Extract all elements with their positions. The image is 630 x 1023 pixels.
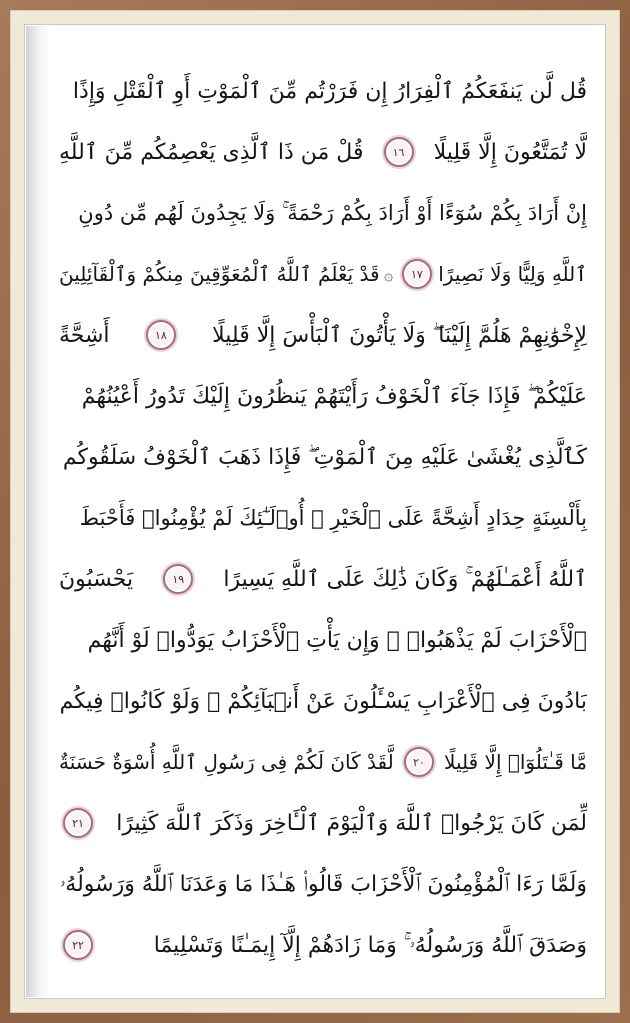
line-text: إِنْ أَرَادَ بِكُمْ سُوٓءًا أَوْ أَرَادَ بِكُمْ رَحْمَةً ۚ وَلَا يَجِدُونَ لَهُم مِّن دُونِ xyxy=(78,200,587,225)
text-line xyxy=(59,63,587,119)
line-text: عَلَيْكُمْ ۖ فَإِذَا جَآءَ ٱلْخَوْفُ رَأَيْتَهُمْ يَنظُرُونَ إِلَيْكَ تَدُورُ أَعْيُنُهُمْ xyxy=(81,383,587,409)
ayah-number-marker: ١٦ xyxy=(384,137,414,167)
line-text: قُل لَّن يَنفَعَكُمُ ٱلْفِرَارُ إِن فَرَرْتُم مِّنَ ٱلْمَوْتِ أَوِ ٱلْقَتْلِ وَإِذًا xyxy=(72,78,587,104)
line-text: وَلَمَّا رَءَا ٱلْمُؤْمِنُونَ ٱلْأَحْزَابَ قَالُوا۟ هَـٰذَا مَا وَعَدَنَا ٱللَّهُ وَرَسُولُهُۥ xyxy=(59,871,587,897)
line-text: كَٱلَّذِى يُغْشَىٰ عَلَيْهِ مِنَ ٱلْمَوْتِ ۖ فَإِذَا ذَهَبَ ٱلْخَوْفُ سَلَقُوكُم xyxy=(62,444,587,470)
text-line xyxy=(59,734,587,790)
line-text: قَدْ يَعْلَمُ ٱللَّهُ ٱلْمُعَوِّقِينَ مِنكُمْ وَٱلْقَآئِلِينَ xyxy=(59,262,380,286)
ayah-number-marker: ١٧ xyxy=(402,259,432,289)
quran-text-block xyxy=(59,63,587,978)
text-line xyxy=(59,490,587,546)
ayah-number-marker: ١٩ xyxy=(163,564,193,594)
text-line xyxy=(59,673,587,729)
line-text: وَصَدَقَ ٱللَّهُ وَرَسُولُهُۥ ۚ وَمَا زَادَهُمْ إِلَّآ إِيمَـٰنًا وَتَسْلِيمًا xyxy=(153,932,587,958)
text-line xyxy=(59,551,587,607)
line-text: ٱللَّهُ أَعْمَـٰلَهُمْ ۚ وَكَانَ ذَٰلِكَ عَلَى ٱللَّهِ يَسِيرًا xyxy=(223,566,587,592)
line-text: لَّا تُمَتَّعُونَ إِلَّا قَلِيلًا xyxy=(433,139,587,165)
line-text: ٱللَّهِ وَلِيًّا وَلَا نَصِيرًا xyxy=(438,262,587,286)
line-text: لِّمَن كَانَ يَرْجُوا۟ ٱللَّهَ وَٱلْيَوْمَ ٱلْـَٔاخِرَ وَذَكَرَ ٱللَّهَ كَثِيرًا xyxy=(116,810,587,836)
line-text: لِإِخْوَٰنِهِمْ هَلُمَّ إِلَيْنَا ۖ وَلَا يَأْتُونَ ٱلْبَأْسَ إِلَّا قَلِيلًا xyxy=(212,322,587,348)
text-line xyxy=(59,612,587,668)
ayah-number-marker: ١٨ xyxy=(146,320,176,350)
text-line xyxy=(59,307,587,363)
mushaf-page xyxy=(24,24,606,999)
text-line xyxy=(59,246,587,302)
text-line xyxy=(59,124,587,180)
text-line xyxy=(59,368,587,424)
text-line xyxy=(59,856,587,912)
text-line xyxy=(59,429,587,485)
text-line xyxy=(59,917,587,973)
line-text: ٱلْأَحْزَابَ لَمْ يَذْهَبُوا۟ ۖ وَإِن يَأْتِ ٱلْأَحْزَابُ يَوَدُّوا۟ لَوْ أَنَّهُم xyxy=(87,627,587,653)
ayah-number-marker: ٢٠ xyxy=(404,747,434,777)
line-text: لَّقَدْ كَانَ لَكُمْ فِى رَسُولِ ٱللَّهِ أُسْوَةٌ حَسَنَةٌ xyxy=(59,750,394,774)
hizb-star-icon: ۞ xyxy=(384,264,394,284)
line-text: قُلْ مَن ذَا ٱلَّذِى يَعْصِمُكُم مِّنَ ٱللَّهِ xyxy=(59,139,364,165)
line-text: بَادُونَ فِى ٱلْأَعْرَابِ يَسْـَٔلُونَ عَنْ أَنۢبَآئِكُمْ ۖ وَلَوْ كَانُوا۟ فِيكُم xyxy=(59,688,587,714)
ayah-number-marker: ٢١ xyxy=(63,808,93,838)
text-line xyxy=(59,795,587,851)
line-text: مَّا قَـٰتَلُوٓا۟ إِلَّا قَلِيلًا xyxy=(444,750,587,774)
ayah-number-marker: ٢٢ xyxy=(63,930,93,960)
line-text: أَشِحَّةً xyxy=(59,322,110,348)
line-text: يَحْسَبُونَ xyxy=(59,566,134,592)
text-line xyxy=(59,185,587,241)
line-text: بِأَلْسِنَةٍ حِدَادٍ أَشِحَّةً عَلَى ٱلْخَيْرِ ۚ أُو۟لَـٰٓئِكَ لَمْ يُؤْمِنُوا۟ فَأَحْبَطَ xyxy=(79,506,587,530)
